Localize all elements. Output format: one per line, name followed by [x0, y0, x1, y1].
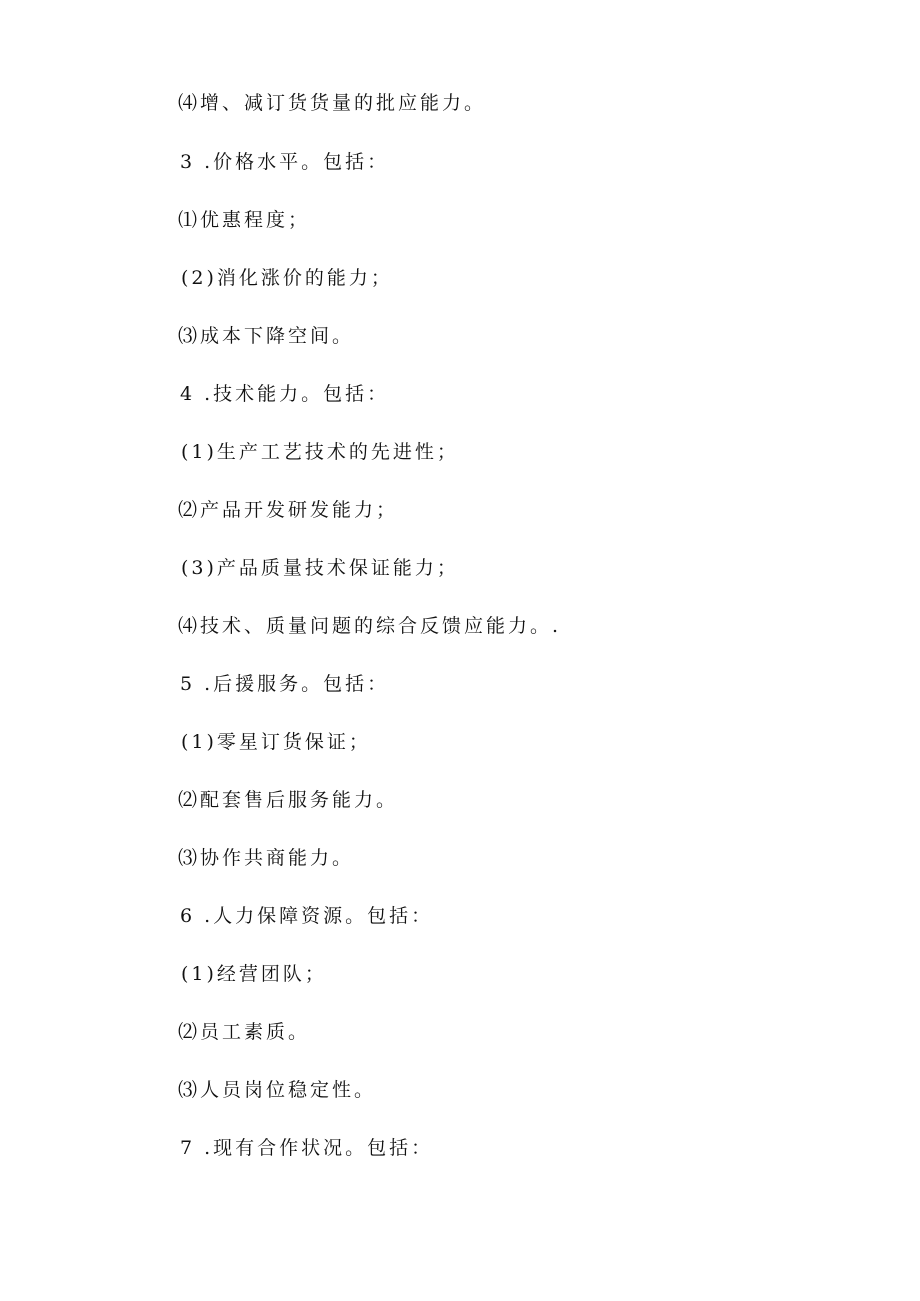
text-line: (3)产品质量技术保证能力； [181, 557, 459, 579]
text-line: (1)生产工艺技术的先进性； [181, 441, 459, 463]
text-line: ⑶人员岗位稳定性。 [178, 1079, 377, 1101]
text-line: ⑷增、减订货货量的批应能力。 [178, 92, 487, 114]
text-line: ⑵产品开发研发能力； [178, 499, 399, 521]
text-line: (1)经营团队； [181, 963, 327, 985]
text-line: ⑴优惠程度； [178, 209, 311, 231]
text-line: (2)消化涨价的能力； [181, 267, 393, 289]
text-line: ⑶协作共商能力。 [178, 847, 355, 869]
section-heading: 7 .现有合作状况。包括： [180, 1137, 434, 1159]
text-line: ⑵员工素质。 [178, 1021, 311, 1043]
section-heading: 4 .技术能力。包括： [180, 383, 390, 405]
text-line: ⑵配套售后服务能力。 [178, 789, 399, 811]
text-line: ⑷技术、质量问题的综合反馈应能力。. [178, 615, 562, 637]
section-heading: 5 .后援服务。包括： [180, 673, 390, 695]
section-heading: 6 .人力保障资源。包括： [180, 905, 434, 927]
text-line: (1)零星订货保证； [181, 731, 371, 753]
text-line: ⑶成本下降空间。 [178, 325, 355, 347]
section-heading: 3 .价格水平。包括： [180, 151, 390, 173]
